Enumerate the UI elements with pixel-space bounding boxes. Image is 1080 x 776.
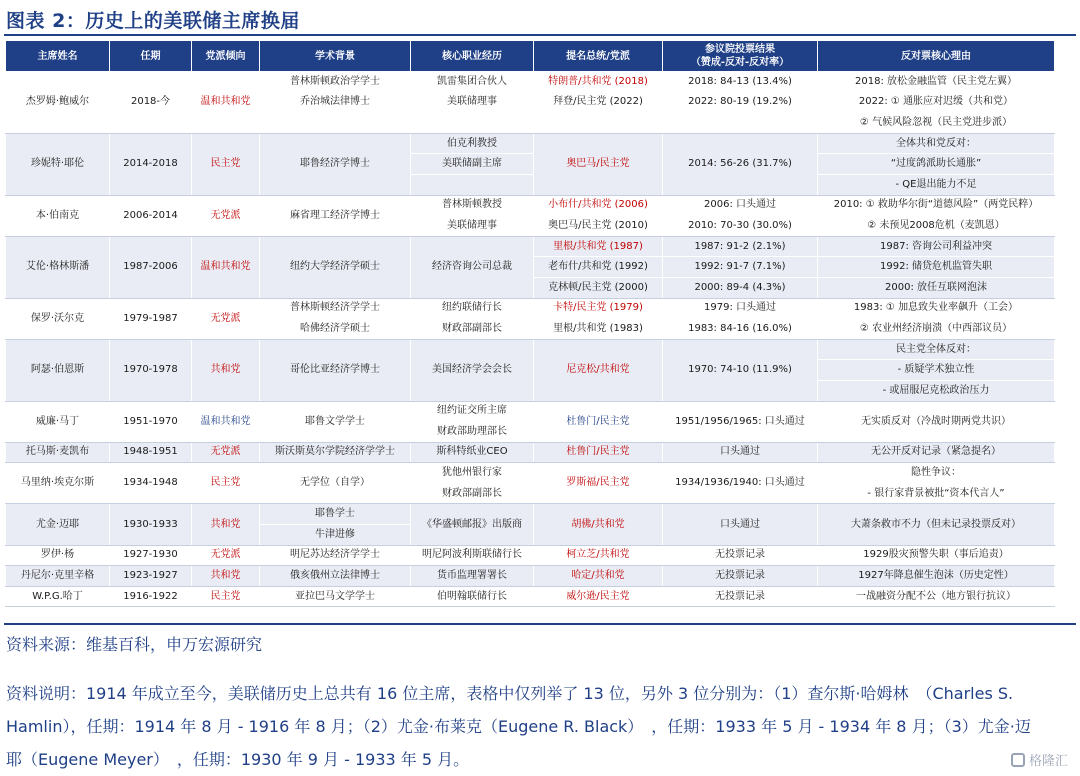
cell-reason: 全体共和党反对： [818, 133, 1055, 154]
cell-nom: 克林顿/民主党 (2000) [534, 277, 663, 298]
cell-term: 1979-1987 [110, 298, 192, 339]
table-row [6, 133, 1055, 154]
cell-nom: 胡佛/共和党 [534, 504, 663, 545]
cell-reason: 1992: 储贷危机监管失职 [818, 257, 1055, 278]
cell-nom: 威尔逊/民主党 [534, 586, 663, 607]
cell-term: 1930-1933 [110, 504, 192, 545]
chart-title: 图表 2：历史上的美联储主席换届 [6, 10, 300, 32]
cell-term: 1970-1978 [110, 339, 192, 401]
cell-reason: - QE退出能力不足 [818, 174, 1055, 195]
cell-nom: 罗斯福/民主党 [534, 463, 663, 504]
cell-vote: 2000: 89-4 (4.3%) [663, 277, 818, 298]
cell-nom: 杜鲁门/民主党 [534, 401, 663, 442]
cell-party: 民主党 [192, 586, 260, 607]
cell-nom: 奥巴马/民主党 [534, 133, 663, 195]
cell-nom: 里根/共和党 (1983) [534, 319, 663, 340]
cell-party: 共和党 [192, 339, 260, 401]
cell-reason: - 银行家背景被批“资本代言人” [818, 483, 1055, 504]
cell-nom: 尼克松/共和党 [534, 339, 663, 401]
cell-reason: 2000: 放任互联网泡沫 [818, 277, 1055, 298]
column-header: 反对票核心理由 [818, 41, 1055, 72]
cell-name: 罗伊·杨 [6, 545, 110, 566]
cell-nom: 哈定/共和党 [534, 566, 663, 587]
cell-name: 丹尼尔·克里辛格 [6, 566, 110, 587]
cell-acad: 耶鲁经济学博士 [260, 133, 411, 195]
cell-nom: 奥巴马/民主党 (2010) [534, 216, 663, 237]
cell-reason: ② 气候风险忽视（民主党进步派） [818, 113, 1055, 134]
cell-party: 温和共和党 [192, 72, 260, 134]
column-header: 提名总统/党派 [534, 41, 663, 72]
cell-reason: 2022: ① 通胀应对迟缓（共和党） [818, 92, 1055, 113]
cell-reason: ② 农业州经济崩溃（中西部议员） [818, 319, 1055, 340]
cell-reason: 隐性争议： [818, 463, 1055, 484]
cell-term: 1951-1970 [110, 401, 192, 442]
cell-career: 财政部助理部长 [411, 422, 534, 443]
cell-vote: 1987: 91-2 (2.1%) [663, 236, 818, 257]
cell-reason: - 或屈服尼克松政治压力 [818, 380, 1055, 401]
cell-reason: 无实质反对（冷战时期两党共识） [818, 401, 1055, 442]
table-row [6, 463, 1055, 484]
cell-vote: 1970: 74-10 (11.9%) [663, 339, 818, 401]
cell-acad: 哥伦比亚经济学博士 [260, 339, 411, 401]
cell-acad: 牛津进修 [260, 525, 411, 546]
cell-name: 威廉·马丁 [6, 401, 110, 442]
cell-career: 纽约证交所主席 [411, 401, 534, 422]
cell-career: 货币监理署署长 [411, 566, 534, 587]
table-row [6, 545, 1055, 566]
cell-nom: 杜鲁门/民主党 [534, 442, 663, 463]
cell-nom [534, 113, 663, 134]
cell-party: 民主党 [192, 463, 260, 504]
table-row [6, 401, 1055, 422]
cell-career: 财政部副部长 [411, 319, 534, 340]
cell-career: 《华盛顿邮报》出版商 [411, 504, 534, 545]
cell-party: 无党派 [192, 545, 260, 566]
cell-acad: 斯沃斯莫尔学院经济学学士 [260, 442, 411, 463]
cell-reason: 1983: ① 加息致失业率飙升（工会） [818, 298, 1055, 319]
cell-vote: 无投票记录 [663, 586, 818, 607]
cell-term: 1923-1927 [110, 566, 192, 587]
cell-acad: 亚拉巴马文学学士 [260, 586, 411, 607]
cell-acad: 耶鲁文学学士 [260, 401, 411, 442]
cell-acad: 耶鲁学士 [260, 504, 411, 525]
cell-acad: 明尼苏达经济学学士 [260, 545, 411, 566]
cell-party: 共和党 [192, 504, 260, 545]
cell-career: 犹他州银行家 [411, 463, 534, 484]
cell-vote: 无投票记录 [663, 566, 818, 587]
cell-reason: 一战融资分配不公（地方银行抗议） [818, 586, 1055, 607]
cell-career: 纽约联储行长 [411, 298, 534, 319]
cell-party: 无党派 [192, 195, 260, 236]
table-row [6, 298, 1055, 319]
cell-reason: 2018: 放松金融监管（民主党左翼） [818, 72, 1055, 93]
cell-vote: 1983: 84-16 (16.0%) [663, 319, 818, 340]
column-header: 参议院投票结果 （赞成-反对-反对率） [663, 41, 818, 72]
cell-name: W.P.G.哈丁 [6, 586, 110, 607]
column-header: 任期 [110, 41, 192, 72]
cell-reason: - 质疑学术独立性 [818, 360, 1055, 381]
cell-vote: 2022: 80-19 (19.2%) [663, 92, 818, 113]
cell-career: 伯明翰联储行长 [411, 586, 534, 607]
cell-career: 美联储理事 [411, 216, 534, 237]
cell-acad: 麻省理工经济学博士 [260, 195, 411, 236]
column-header: 主席姓名 [6, 41, 110, 72]
table-row [6, 442, 1055, 463]
cell-name: 保罗·沃尔克 [6, 298, 110, 339]
cell-reason: 1929股灾预警失职（事后追责） [818, 545, 1055, 566]
cell-vote: 1992: 91-7 (7.1%) [663, 257, 818, 278]
cell-party: 共和党 [192, 566, 260, 587]
cell-nom: 特朗普/共和党 (2018) [534, 72, 663, 93]
cell-vote: 2014: 56-26 (31.7%) [663, 133, 818, 195]
cell-party: 温和共和党 [192, 236, 260, 298]
cell-party: 无党派 [192, 298, 260, 339]
cell-career: 美国经济学会会长 [411, 339, 534, 401]
cell-nom: 小布什/共和党 (2006) [534, 195, 663, 216]
cell-nom: 卡特/民主党 (1979) [534, 298, 663, 319]
fed-chairs-table [5, 40, 1055, 607]
cell-party: 无党派 [192, 442, 260, 463]
table-row [6, 72, 1055, 93]
cell-reason: 1927年降息催生泡沫（历史定性） [818, 566, 1055, 587]
cell-term: 2018-今 [110, 72, 192, 134]
cell-name: 本·伯南克 [6, 195, 110, 236]
cell-term: 1916-1922 [110, 586, 192, 607]
cell-acad: 无学位（自学） [260, 463, 411, 504]
cell-vote: 2010: 70-30 (30.0%) [663, 216, 818, 237]
cell-acad: 哈佛经济学硕士 [260, 319, 411, 340]
cell-nom: 柯立芝/共和党 [534, 545, 663, 566]
watermark [1011, 750, 1068, 769]
cell-vote [663, 113, 818, 134]
cell-vote: 1951/1956/1965: 口头通过 [663, 401, 818, 442]
cell-vote: 无投票记录 [663, 545, 818, 566]
cell-reason: 2010: ① 救助华尔街“道德风险”（两党民粹） [818, 195, 1055, 216]
source-line: 资料来源：维基百科，申万宏源研究 [6, 635, 263, 654]
cell-career: 普林斯顿教授 [411, 195, 534, 216]
column-header: 党派倾向 [192, 41, 260, 72]
cell-reason: 无公开反对记录（紧急提名） [818, 442, 1055, 463]
cell-reason: 1987: 咨询公司利益冲突 [818, 236, 1055, 257]
cell-nom: 拜登/民主党 (2022) [534, 92, 663, 113]
cell-name: 珍妮特·耶伦 [6, 133, 110, 195]
cell-career: 伯克利教授 [411, 133, 534, 154]
footnote: 资料说明：1914 年成立至今，美联储历史上总共有 16 位主席，表格中仅列举了 13 位，另外 3 位分别为：（1）查尔斯·哈姆林 （Charles S. Hamlin），任期：1914 年 8 月 - 1916 年 8 月；（2）尤金·布莱克（Eugene R. Black） ，任期：1933 年 5 月 - 1934 年 8 月；（3）尤金·迈耶（Eugene Meyer） ，任期：1930 年 9 月 - 1933 年 5 月。 [6, 684, 1031, 769]
cell-term: 1927-1930 [110, 545, 192, 566]
table-row [6, 586, 1055, 607]
cell-name: 杰罗姆·鲍威尔 [6, 72, 110, 134]
cell-vote: 口头通过 [663, 442, 818, 463]
table-row [6, 504, 1055, 525]
cell-party: 民主党 [192, 133, 260, 195]
cell-acad: 普林斯顿经济学学士 [260, 298, 411, 319]
table-row [6, 236, 1055, 257]
cell-reason: ② 未预见2008危机（麦凯恩） [818, 216, 1055, 237]
cell-acad [260, 113, 411, 134]
title-divider [4, 34, 1076, 36]
table-body [6, 72, 1055, 607]
cell-career [411, 174, 534, 195]
cell-vote: 1934/1936/1940: 口头通过 [663, 463, 818, 504]
cell-term: 1948-1951 [110, 442, 192, 463]
cell-acad: 乔治城法律博士 [260, 92, 411, 113]
cell-term: 2006-2014 [110, 195, 192, 236]
cell-vote: 2018: 84-13 (13.4%) [663, 72, 818, 93]
table-row [6, 566, 1055, 587]
table-row [6, 195, 1055, 216]
cell-career: 明尼阿波利斯联储行长 [411, 545, 534, 566]
cell-career: 美联储副主席 [411, 154, 534, 175]
table-row [6, 339, 1055, 360]
cell-vote: 1979: 口头通过 [663, 298, 818, 319]
cell-name: 托马斯·麦凯布 [6, 442, 110, 463]
cell-vote: 口头通过 [663, 504, 818, 545]
cell-party: 温和共和党 [192, 401, 260, 442]
cell-career: 美联储理事 [411, 92, 534, 113]
cell-reason: 民主党全体反对： [818, 339, 1055, 360]
cell-nom: 老布什/共和党 (1992) [534, 257, 663, 278]
cell-name: 艾伦·格林斯潘 [6, 236, 110, 298]
cell-career: 凯雷集团合伙人 [411, 72, 534, 93]
watermark-logo-icon [1011, 753, 1025, 767]
cell-career: 经济咨询公司总裁 [411, 236, 534, 298]
cell-nom: 里根/共和党 (1987) [534, 236, 663, 257]
cell-name: 尤金·迈耶 [6, 504, 110, 545]
cell-reason: 大萧条救市不力（但未记录投票反对） [818, 504, 1055, 545]
cell-acad: 纽约大学经济学硕士 [260, 236, 411, 298]
cell-term: 1934-1948 [110, 463, 192, 504]
cell-career: 财政部副部长 [411, 483, 534, 504]
bottom-divider [4, 623, 1076, 625]
cell-acad: 普林斯顿政治学学士 [260, 72, 411, 93]
column-header: 核心职业经历 [411, 41, 534, 72]
table-header-row [6, 41, 1055, 72]
cell-career [411, 113, 534, 134]
cell-vote: 2006: 口头通过 [663, 195, 818, 216]
cell-acad: 俄亥俄州立法律博士 [260, 566, 411, 587]
cell-name: 阿瑟·伯恩斯 [6, 339, 110, 401]
cell-reason: “过度鸽派助长通胀” [818, 154, 1055, 175]
cell-term: 1987-2006 [110, 236, 192, 298]
cell-term: 2014-2018 [110, 133, 192, 195]
cell-career: 斯科特纸业CEO [411, 442, 534, 463]
cell-name: 马里纳·埃克尔斯 [6, 463, 110, 504]
column-header: 学术背景 [260, 41, 411, 72]
watermark-text: 格隆汇 [1028, 754, 1068, 769]
